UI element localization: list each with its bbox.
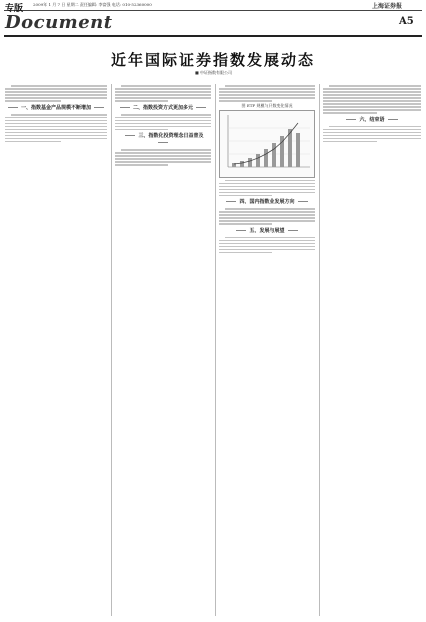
text-line — [115, 91, 211, 93]
text-line — [5, 91, 107, 93]
text-line — [115, 97, 211, 99]
body-text — [219, 208, 315, 225]
body-text — [219, 180, 315, 197]
text-line — [219, 220, 315, 222]
text-line — [329, 126, 421, 128]
text-line — [323, 94, 421, 96]
body-text — [115, 114, 211, 131]
text-line — [5, 132, 107, 134]
text-line — [5, 135, 107, 137]
text-line — [219, 189, 315, 191]
text-line — [323, 138, 421, 140]
text-line — [219, 246, 315, 248]
text-line — [115, 155, 211, 157]
text-column-4 — [323, 84, 421, 616]
text-line — [329, 85, 421, 87]
text-line — [219, 88, 315, 90]
body-text — [5, 114, 107, 142]
text-line — [121, 85, 211, 87]
body-text — [219, 85, 315, 102]
text-line — [219, 192, 315, 194]
text-column-1 — [5, 84, 107, 616]
paper-name: 上海证券报 — [372, 3, 403, 10]
text-line — [115, 126, 211, 128]
text-line — [323, 88, 421, 90]
text-line — [121, 149, 211, 151]
text-line — [115, 117, 211, 119]
section-heading: 四、国内指数业发展方向 — [219, 199, 315, 206]
column-rule — [111, 84, 112, 616]
text-line — [5, 120, 107, 122]
section-heading: 二、指数投资方式更加多元 — [115, 105, 211, 112]
text-line — [5, 97, 107, 99]
column-label: 专版 — [5, 4, 24, 14]
text-line — [115, 161, 211, 163]
header-rule-bottom — [4, 35, 422, 37]
text-line — [219, 97, 315, 99]
text-line — [219, 243, 315, 245]
chart-caption: 图 ETF 规模与只数变化情况 — [241, 103, 293, 109]
text-line — [219, 240, 315, 242]
section-heading: 六、结束语 — [323, 117, 421, 124]
text-line — [219, 195, 272, 197]
section-title: Document — [5, 12, 113, 33]
text-column-2 — [115, 84, 211, 616]
text-line — [11, 85, 107, 87]
text-line — [323, 129, 421, 131]
text-line — [219, 217, 315, 219]
text-line — [5, 100, 61, 102]
text-line — [5, 141, 61, 143]
text-line — [5, 123, 107, 125]
text-line — [115, 120, 211, 122]
column-rule — [215, 84, 216, 616]
text-line — [323, 135, 421, 137]
text-line — [323, 100, 421, 102]
section-heading: 五、发展与展望 — [219, 228, 315, 235]
date-line: 2009年 1 月 7 日 星期二 责任编辑: 李富强 电话: 010-52360000 — [33, 2, 152, 7]
body-text — [323, 126, 421, 143]
byline: ■ 中证指数有限公司 — [195, 70, 233, 75]
section-heading: 一、指数基金产品规模不断增加 — [5, 105, 107, 112]
text-line — [115, 94, 211, 96]
text-line — [219, 91, 315, 93]
text-line — [5, 129, 107, 131]
text-line — [219, 214, 315, 216]
body-text — [5, 85, 107, 102]
text-line — [115, 88, 211, 90]
body-text — [219, 237, 315, 254]
column-rule — [319, 84, 320, 616]
chart-figure — [219, 110, 315, 178]
text-line — [115, 129, 168, 131]
text-line — [5, 117, 107, 119]
text-line — [115, 123, 211, 125]
section-heading: 三、指数化投资理念日益普及 — [115, 133, 211, 147]
header-rule-top — [4, 10, 422, 11]
text-line — [323, 106, 421, 108]
text-line — [323, 112, 377, 114]
text-line — [115, 100, 168, 102]
text-line — [5, 138, 107, 140]
text-line — [219, 94, 315, 96]
text-line — [5, 126, 107, 128]
text-line — [323, 141, 377, 143]
text-line — [219, 186, 315, 188]
text-line — [5, 94, 107, 96]
text-line — [323, 97, 421, 99]
text-line — [115, 158, 211, 160]
text-line — [225, 85, 315, 87]
page-number: A5 — [399, 16, 414, 27]
text-line — [219, 100, 272, 102]
text-line — [323, 91, 421, 93]
text-line — [225, 180, 315, 182]
text-line — [11, 114, 107, 116]
page-header — [0, 0, 426, 36]
text-line — [225, 237, 315, 239]
text-column-3 — [219, 84, 315, 616]
text-line — [323, 109, 421, 111]
chart-graphic — [220, 111, 314, 175]
text-line — [219, 183, 315, 185]
body-text — [115, 149, 211, 166]
text-line — [115, 164, 168, 166]
text-line — [5, 88, 107, 90]
text-line — [219, 249, 315, 251]
text-line — [225, 208, 315, 210]
text-line — [323, 103, 421, 105]
text-line — [219, 252, 272, 254]
text-line — [115, 152, 211, 154]
text-line — [121, 114, 211, 116]
body-text — [323, 85, 421, 113]
text-line — [219, 211, 315, 213]
text-line — [323, 132, 421, 134]
headline: 近年国际证券指数发展动态 — [110, 51, 315, 69]
body-text — [115, 85, 211, 102]
text-line — [219, 223, 272, 225]
